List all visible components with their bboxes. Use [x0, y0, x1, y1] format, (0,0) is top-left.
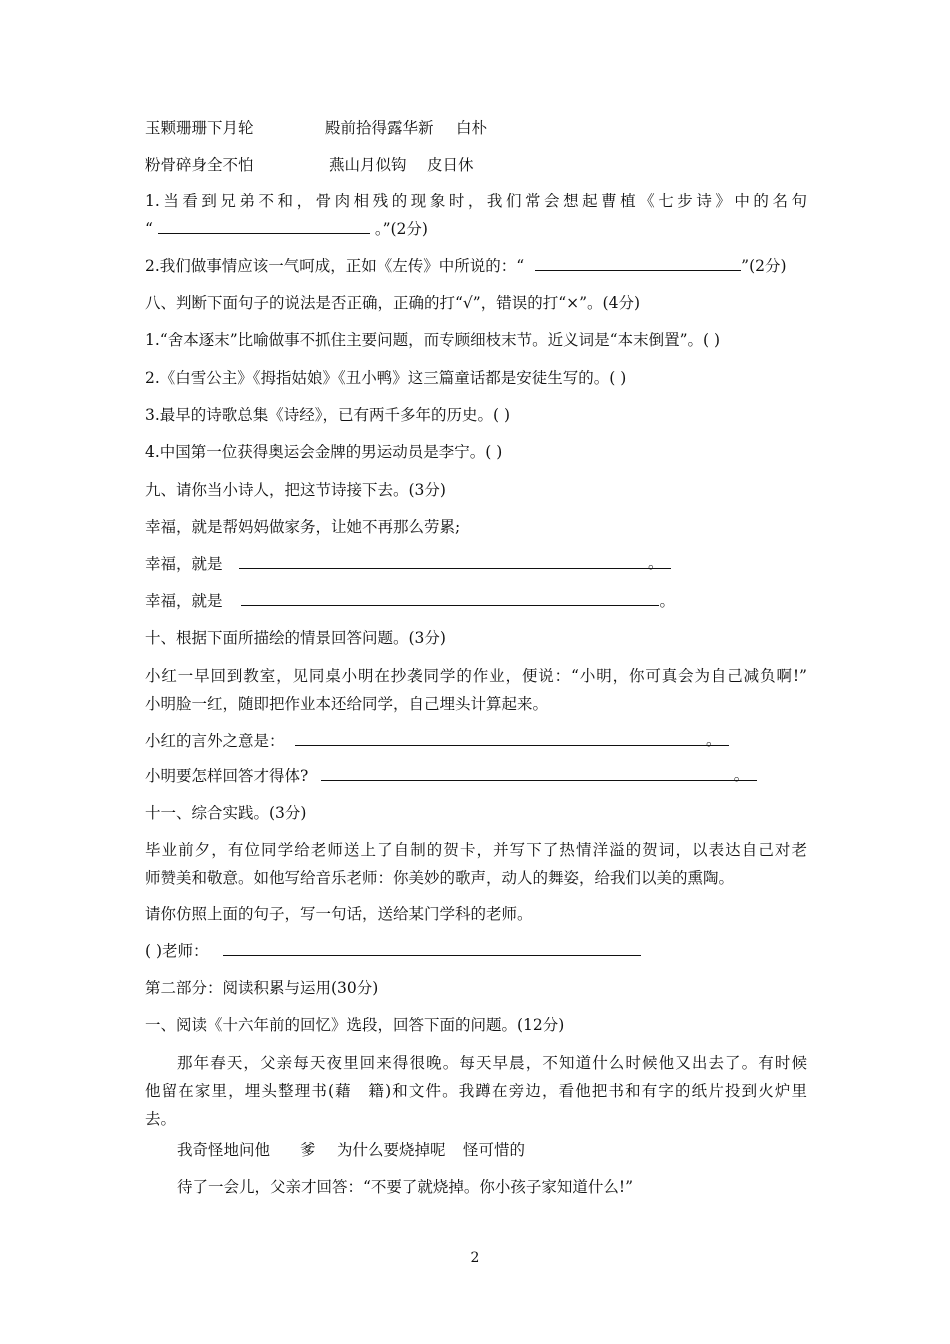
practice-paragraph: 毕业前夕，有位同学给老师送上了自制的贺卡，并写下了热情洋溢的贺词，以表达自己对老 师赞美和敬意。如他写给音乐老师：你美妙的歌声，动人的舞姿，给我们以美的熏陶。 — [145, 841, 807, 887]
section-11-title: 十一、综合实践。(3分) — [145, 804, 307, 822]
part-2-title: 第二部分：阅读积累与运用(30分) — [145, 979, 379, 997]
poem-answer-2: 幸福，就是 。 — [145, 592, 675, 610]
q10-answer-2: 小明要怎样回答才得体? 。 — [145, 766, 757, 786]
practice-instruction: 请你仿照上面的句子，写一句话，送给某门学科的老师。 — [145, 905, 533, 923]
section-10-title: 十、根据下面所描绘的情景回答问题。(3分) — [145, 629, 446, 647]
poem-example: 幸福，就是帮妈妈做家务，让她不再那么劳累; — [145, 518, 461, 536]
q7-item-1: 1.当看到兄弟不和，骨肉相残的现象时，我们常会想起曹植《七步诗》中的名句 “ 。”(2分) — [145, 187, 807, 243]
poem-line: 玉颗珊珊下月轮 — [145, 119, 254, 137]
poem-line: 燕山月似钩 — [329, 156, 407, 174]
reading-paragraph-2: 我奇怪地问他 爹 为什么要烧掉呢 怪可惜的 — [177, 1141, 526, 1159]
poem-row-1 — [145, 118, 488, 138]
answer-blank[interactable] — [158, 219, 370, 234]
poem-answer-1: 幸福，就是 。 — [145, 554, 671, 574]
answer-blank[interactable] — [535, 256, 741, 271]
q7-item-2: 2.我们做事情应该一气呵成，正如《左传》中所说的：“ ”(2分) — [145, 257, 787, 275]
page-number: 2 — [470, 1250, 480, 1266]
judge-item: 2.《白雪公主》《拇指姑娘》《丑小鸭》这三篇童话都是安徒生写的。( ) — [145, 369, 627, 387]
q10-answer-1: 小红的言外之意是： 。 — [145, 731, 729, 751]
poem-line: 粉骨碎身全不怕 — [145, 156, 254, 174]
scenario-paragraph: 小红一早回到教室，见同桌小明在抄袭同学的作业，便说：“小明，你可真会为自己减负啊!” 小明脸一红，随即把作业本还给同学，自己埋头计算起来。 — [145, 667, 807, 713]
q7-item-1-text: 1.当看到兄弟不和，骨肉相残的现象时，我们常会想起曹植《七步诗》中的名句 — [145, 192, 807, 210]
section-8-title: 八、判断下面句子的说法是否正确，正确的打“√”，错误的打“×”。(4分) — [145, 294, 641, 312]
answer-blank[interactable]: 。 — [295, 731, 729, 746]
reading-paragraph-1: 那年春天，父亲每天夜里回来得很晚。每天早晨，不知道什么时候他又出去了。有时候 他留在家里，埋头整理书(藉 籍)和文件。我蹲在旁边，看他把书和有字的纸片投到火炉里 去。 — [145, 1054, 807, 1128]
answer-blank[interactable]: 。 — [321, 766, 757, 781]
poet-name: 皮日休 — [427, 156, 474, 174]
judge-item: 4.中国第一位获得奥运会金牌的男运动员是李宁。( ) — [145, 443, 503, 461]
reading-q1-title: 一、阅读《十六年前的回忆》选段，回答下面的问题。(12分) — [145, 1016, 565, 1034]
judge-item: 1.“舍本逐末”比喻做事不抓住主要问题，而专顾细枝末节。近义词是“本末倒置”。( ) — [145, 331, 721, 349]
poem-line: 殿前拾得露华新 — [325, 119, 434, 137]
judge-item: 3.最早的诗歌总集《诗经》，已有两千多年的历史。( ) — [145, 406, 511, 424]
section-9-title: 九、请你当小诗人，把这节诗接下去。(3分) — [145, 481, 446, 499]
answer-blank[interactable] — [241, 591, 659, 606]
teacher-answer: ( )老师： — [145, 941, 641, 961]
answer-blank[interactable]: 。 — [239, 554, 671, 569]
reading-paragraph-3: 待了一会儿，父亲才回答：“不要了就烧掉。你小孩子家知道什么!” — [177, 1178, 634, 1196]
poem-row-2 — [145, 155, 474, 175]
answer-blank[interactable] — [223, 941, 641, 956]
poet-name: 白朴 — [456, 119, 488, 137]
